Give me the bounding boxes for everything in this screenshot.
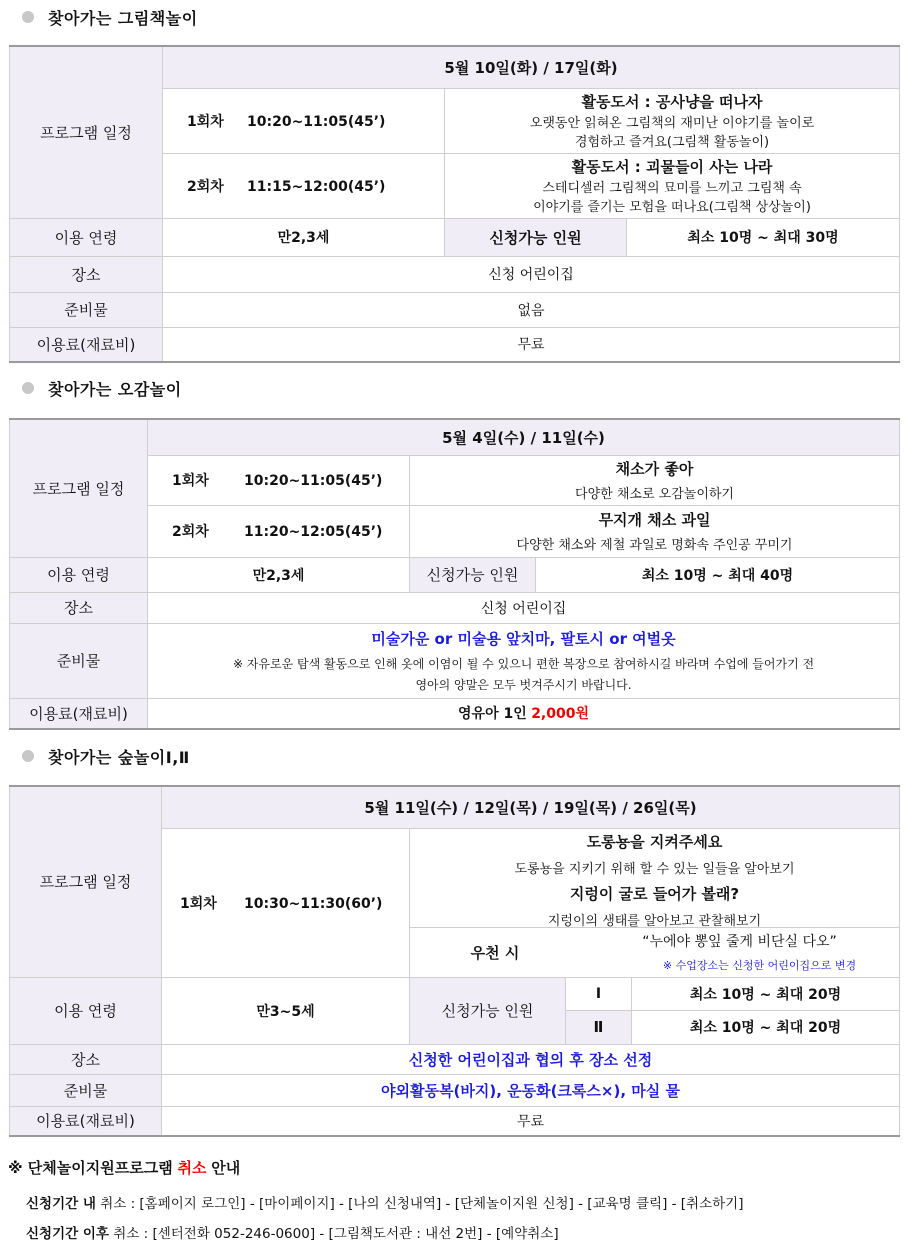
prep-value: 야외활동복(바지), 운동화(크록스×), 마실 물 (162, 1074, 900, 1106)
place-value: 신청 어린이집 (148, 592, 900, 623)
age-value: 만2,3세 (148, 557, 410, 592)
capacity-value: 최소 10명 ~ 최대 30명 (627, 218, 900, 256)
cancel-word: 취소 (177, 1159, 207, 1177)
place-label: 장소 (10, 256, 163, 292)
capacity-value: 최소 10명 ~ 최대 20명 (632, 977, 900, 1010)
picturebook-table (9, 45, 900, 363)
schedule-dates: 5월 4일(수) / 11일(수) (148, 419, 900, 455)
fee-label: 이용료(재료비) (10, 1106, 162, 1136)
session-content: 무지개 채소 과일 다양한 채소와 제철 과일로 명화속 주인공 꾸미기 (410, 505, 900, 557)
fee-label: 이용료(재료비) (10, 327, 163, 362)
age-label: 이용 연령 (10, 977, 162, 1044)
age-label: 이용 연령 (10, 218, 163, 256)
session-content: 활동도서 : 괴물들이 사는 나라 스테디셀러 그림책의 묘미를 느끼고 그림책 속 이야기를 즐기는 모험을 떠나요(그림책 상상놀이) (445, 153, 900, 218)
prep-label: 준비물 (10, 292, 163, 327)
fee-value: 영유아 1인 2,000원 (148, 698, 900, 729)
session-time: 2회차 11:20~12:05(45’) (148, 505, 410, 557)
section-title-sensory: 찾아가는 오감놀이 (22, 376, 182, 400)
section-title-picturebook: 찾아가는 그림책놀이 (22, 5, 198, 29)
prep-label: 준비물 (10, 623, 148, 698)
schedule-label: 프로그램 일정 (10, 46, 163, 218)
session-time: 1회차 10:20~11:05(45’) (148, 455, 410, 505)
cancel-line-after-period: 신청기간 이후 취소 : [센터전화 052-246-0600] - [그림책도서관 : 내선 2번] - [예약취소] (26, 1226, 559, 1242)
sensory-table (9, 418, 900, 730)
capacity-value: 최소 10명 ~ 최대 20명 (632, 1010, 900, 1044)
prep-value: 없음 (163, 292, 900, 327)
bullet-icon (22, 11, 34, 23)
session-time: 2회차 11:15~12:00(45’) (163, 153, 445, 218)
session-time: 1회차 10:30~11:30(60’) (162, 828, 410, 977)
prep-value: 미술가운 or 미술용 앞치마, 팔토시 or 여벌옷 ※ 자유로운 탐색 활동으로 인해 옷에 이염이 될 수 있으니 편한 복장으로 참여하시길 바라며 수업에 들어가기 전 영아의 양말은 모두 벗겨주시기 바랍니다. (148, 623, 900, 698)
section-title-forest: 찾아가는 숲놀이Ⅰ,Ⅱ (22, 744, 190, 768)
place-value: 신청한 어린이집과 협의 후 장소 선정 (162, 1044, 900, 1074)
prep-label: 준비물 (10, 1074, 162, 1106)
cancel-notice-title: ※ 단체놀이지원프로그램 취소 안내 (8, 1159, 241, 1177)
capacity-level: Ⅱ (566, 1010, 632, 1044)
capacity-label: 신청가능 인원 (410, 977, 566, 1044)
session-content: 도롱뇽을 지켜주세요 도롱뇽을 지키기 위해 할 수 있는 일들을 알아보기 지렁이 굴로 들어가 볼래? 지렁이의 생태를 알아보고 관찰해보기 우천 시 “누에야 뽕잎 줄게 비단실 다오” ※ 수업장소는 신청한 어린이집으로 변경 (410, 828, 900, 977)
schedule-dates: 5월 10일(화) / 17일(화) (163, 46, 900, 88)
bullet-icon (22, 750, 34, 762)
rain-label: 우천 시 (470, 943, 520, 962)
age-value: 만2,3세 (163, 218, 445, 256)
fee-label: 이용료(재료비) (10, 698, 148, 729)
rain-note: ※ 수업장소는 신청한 어린이집으로 변경 (662, 959, 857, 972)
schedule-dates: 5월 11일(수) / 12일(목) / 19일(목) / 26일(목) (162, 786, 900, 828)
place-label: 장소 (10, 592, 148, 623)
schedule-label: 프로그램 일정 (10, 786, 162, 977)
forest-table (9, 785, 900, 1137)
session-time: 1회차 10:20~11:05(45’) (163, 88, 445, 153)
bullet-icon (22, 382, 34, 394)
capacity-label: 신청가능 인원 (410, 557, 536, 592)
fee-amount: 2,000원 (531, 706, 589, 723)
capacity-value: 최소 10명 ~ 최대 40명 (536, 557, 900, 592)
session-content: 활동도서 : 공사냥을 떠나자 오랫동안 읽혀온 그림책의 재미난 이야기를 놀이로 경험하고 즐겨요(그림책 활동놀이) (445, 88, 900, 153)
place-label: 장소 (10, 1044, 162, 1074)
fee-value: 무료 (162, 1106, 900, 1136)
place-value: 신청 어린이집 (163, 256, 900, 292)
session-content: 채소가 좋아 다양한 채소로 오감놀이하기 (410, 455, 900, 505)
cancel-line-within-period: 신청기간 내 취소 : [홈페이지 로그인] - [마이페이지] - [나의 신청내역] - [단체놀이지원 신청] - [교육명 클릭] - [취소하기] (26, 1196, 744, 1212)
age-label: 이용 연령 (10, 557, 148, 592)
capacity-label: 신청가능 인원 (445, 218, 627, 256)
schedule-label: 프로그램 일정 (10, 419, 148, 557)
fee-value: 무료 (163, 327, 900, 362)
capacity-level: Ⅰ (566, 977, 632, 1010)
rain-theme: “누에야 뽕잎 줄게 비단실 다오” (642, 934, 837, 950)
age-value: 만3~5세 (162, 977, 410, 1044)
